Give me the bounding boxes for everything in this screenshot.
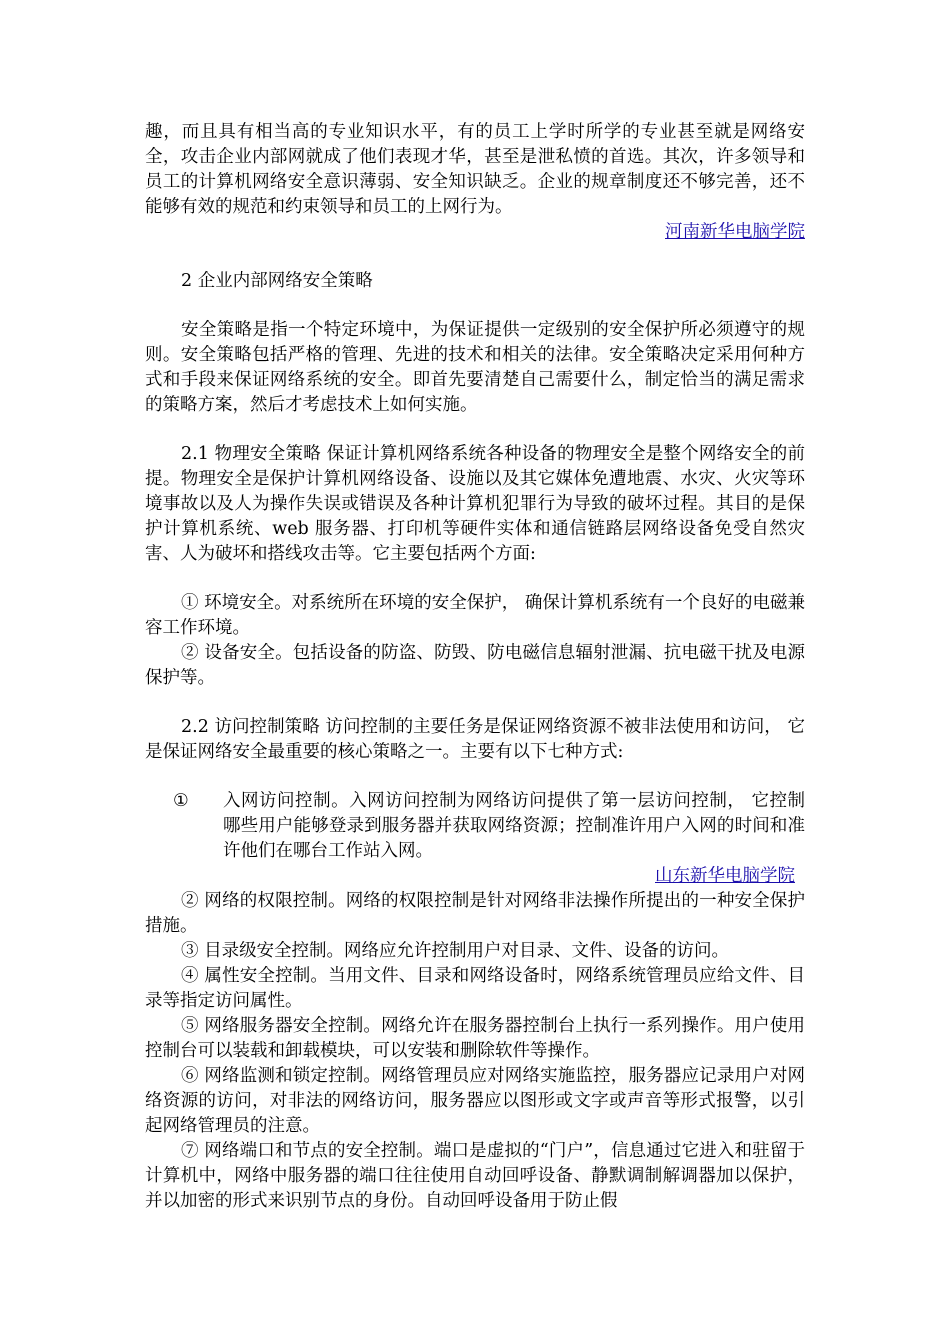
list-item-body: 入网访问控制。入网访问控制为网络访问提供了第一层访问控制， 它控制哪些用户能够登录到服务器并获取网络资源；控制准许用户入网的时间和准许他们在哪台工作站入网。 xyxy=(223,791,805,861)
section-heading-2: 2 企业内部网络安全策略 xyxy=(181,271,373,291)
list-item-permission-control: ② 网络的权限控制。网络的权限控制是针对网络非法操作所提出的一种安全保护措施。 xyxy=(145,891,805,936)
paragraph-intro-continued: 趣，而且具有相当高的专业知识水平，有的员工上学时所学的专业甚至就是网络安全，攻击企业内部网就成了他们表现才华，甚至是泄私愤的首选。其次，许多领导和员工的计算机网络安全意识薄弱、安全知识缺乏。企业的规章制度还不够完善，还不能够有效的规范和约束领导和员工的上网行为。 xyxy=(145,122,805,217)
link-row-henan xyxy=(145,220,805,245)
link-henan-xinhua[interactable]: 河南新华电脑学院 xyxy=(665,222,805,242)
paragraph-security-policy: 安全策略是指一个特定环境中，为保证提供一定级别的安全保护所必须遵守的规则。安全策略包括严格的管理、先进的技术和相关的法律。安全策略决定采用何种方式和手段来保证网络系统的安全。即首先要清楚自己需要什么，制定恰当的满足需求的策略方案，然后才考虑技术上如何实施。 xyxy=(145,320,805,415)
link-shandong-xinhua[interactable]: 山东新华电脑学院 xyxy=(655,866,795,886)
link-row-shandong xyxy=(145,864,805,889)
paragraph-device-security: ② 设备安全。包括设备的防盗、防毁、防电磁信息辐射泄漏、抗电磁干扰及电源保护等。 xyxy=(145,643,805,688)
list-item-port-node-control: ⑦ 网络端口和节点的安全控制。端口是虚拟的“门户”，信息通过它进入和驻留于计算机中，网络中服务器的端口往往使用自动回呼设备、静默调制解调器加以保护，并以加密的形式来识别节点的身份。自动回呼设备用于防止假 xyxy=(145,1141,805,1211)
list-item-monitoring-control: ⑥ 网络监测和锁定控制。网络管理员应对网络实施监控，服务器应记录用户对网络资源的访问，对非法的网络访问，服务器应以图形或文字或声音等形式报警，以引起网络管理员的注意。 xyxy=(145,1066,805,1136)
list-item-network-access xyxy=(173,789,805,864)
document-body xyxy=(145,120,805,1214)
paragraph-env-security: ① 环境安全。对系统所在环境的安全保护， 确保计算机系统有一个良好的电磁兼容工作环境。 xyxy=(145,593,805,638)
list-marker: ① xyxy=(173,791,189,811)
list-item-attribute-control: ④ 属性安全控制。当用文件、目录和网络设备时，网络系统管理员应给文件、目录等指定访问属性。 xyxy=(145,966,805,1011)
paragraph-access-control: 2.2 访问控制策略 访问控制的主要任务是保证网络资源不被非法使用和访问， 它是保证网络安全最重要的核心策略之一。主要有以下七种方式: xyxy=(145,717,805,762)
list-item-directory-control: ③ 目录级安全控制。网络应允许控制用户对目录、文件、设备的访问。 xyxy=(181,941,730,961)
paragraph-physical-security: 2.1 物理安全策略 保证计算机网络系统各种设备的物理安全是整个网络安全的前提。物理安全是保护计算机网络设备、设施以及其它媒体免遭地震、水灾、火灾等环境事故以及人为操作失误或错误及各种计算机犯罪行为导致的破坏过程。其目的是保护计算机系统、web 服务器、打印机等硬件实体和通信链路层网络设备免受自然灾害、人为破坏和搭线攻击等。它主要包括两个方面: xyxy=(145,444,805,564)
list-item-server-control: ⑤ 网络服务器安全控制。网络允许在服务器控制台上执行一系列操作。用户使用控制台可以装载和卸载模块，可以安装和删除软件等操作。 xyxy=(145,1016,805,1061)
